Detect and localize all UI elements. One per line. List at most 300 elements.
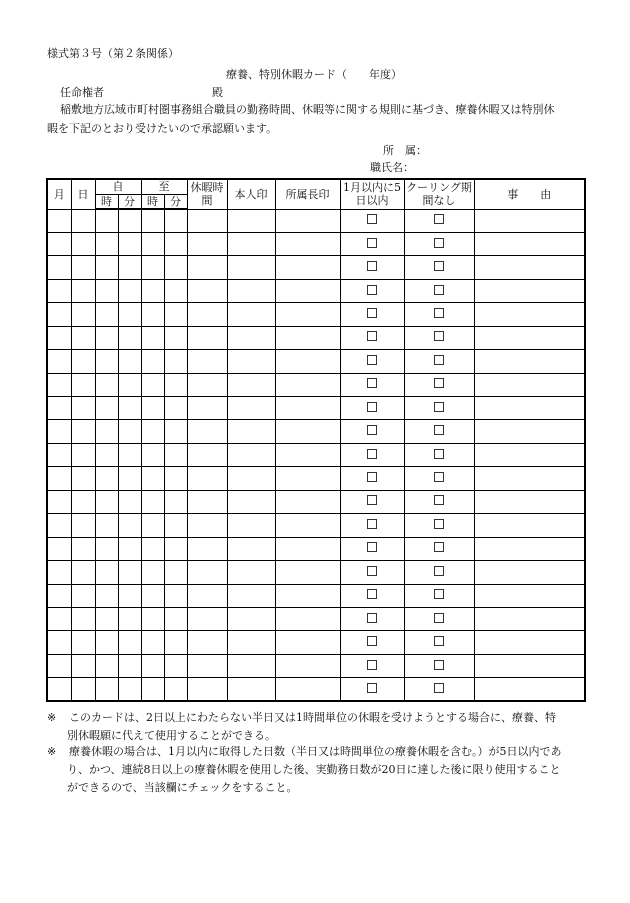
month-cell[interactable] xyxy=(47,584,71,607)
table-row xyxy=(47,607,585,630)
to-minute-cell[interactable] xyxy=(164,514,187,537)
reason-cell[interactable] xyxy=(474,631,585,654)
personal-seal-cell[interactable] xyxy=(227,303,275,326)
month-cell[interactable] xyxy=(47,256,71,279)
reason-header: 事 由 xyxy=(474,179,585,209)
from-hour-cell[interactable] xyxy=(95,373,118,396)
personal-seal-cell[interactable] xyxy=(227,490,275,513)
supervisor-seal-cell[interactable] xyxy=(275,420,340,443)
leave-time-cell[interactable] xyxy=(187,279,227,302)
no-cooling-checkbox[interactable] xyxy=(434,636,444,646)
leave-time-header: 休暇時間 xyxy=(187,179,227,209)
table-row xyxy=(47,443,585,466)
day-cell[interactable] xyxy=(71,537,95,560)
month-cell[interactable] xyxy=(47,420,71,443)
leave-time-cell[interactable] xyxy=(187,232,227,255)
to-minute-header: 分 xyxy=(164,194,187,209)
month-cell[interactable] xyxy=(47,631,71,654)
from-minute-cell[interactable] xyxy=(118,209,141,232)
leave-time-cell[interactable] xyxy=(187,373,227,396)
no-cooling-checkbox[interactable] xyxy=(434,378,444,388)
appointing-authority-label: 任命権者 xyxy=(60,86,104,99)
reason-cell[interactable] xyxy=(474,467,585,490)
from-minute-cell[interactable] xyxy=(118,420,141,443)
to-hour-cell[interactable] xyxy=(141,561,164,584)
personal-seal-cell[interactable] xyxy=(227,373,275,396)
to-minute-cell[interactable] xyxy=(164,420,187,443)
month-cell[interactable] xyxy=(47,373,71,396)
reason-cell[interactable] xyxy=(474,443,585,466)
to-minute-cell[interactable] xyxy=(164,631,187,654)
from-minute-cell[interactable] xyxy=(118,678,141,701)
day-cell[interactable] xyxy=(71,397,95,420)
month-cell[interactable] xyxy=(47,232,71,255)
leave-time-cell[interactable] xyxy=(187,420,227,443)
supervisor-seal-cell[interactable] xyxy=(275,397,340,420)
reason-cell[interactable] xyxy=(474,279,585,302)
no-cooling-checkbox[interactable] xyxy=(434,425,444,435)
day-cell[interactable] xyxy=(71,373,95,396)
within-month-checkbox[interactable] xyxy=(367,542,377,552)
personal-seal-cell[interactable] xyxy=(227,584,275,607)
leave-time-cell[interactable] xyxy=(187,561,227,584)
leave-time-cell[interactable] xyxy=(187,490,227,513)
reason-cell[interactable] xyxy=(474,678,585,701)
to-minute-cell[interactable] xyxy=(164,303,187,326)
from-minute-cell[interactable] xyxy=(118,326,141,349)
from-hour-cell[interactable] xyxy=(95,443,118,466)
within-month-checkbox[interactable] xyxy=(367,472,377,482)
from-hour-cell[interactable] xyxy=(95,514,118,537)
from-hour-cell[interactable] xyxy=(95,420,118,443)
leave-time-cell[interactable] xyxy=(187,607,227,630)
leave-time-cell[interactable] xyxy=(187,350,227,373)
to-minute-cell[interactable] xyxy=(164,490,187,513)
note-2-line3: ができるので、当該欄にチェックをすること。 xyxy=(67,781,298,794)
supervisor-seal-cell[interactable] xyxy=(275,490,340,513)
from-hour-cell[interactable] xyxy=(95,607,118,630)
supervisor-seal-cell[interactable] xyxy=(275,537,340,560)
month-cell[interactable] xyxy=(47,607,71,630)
to-hour-cell[interactable] xyxy=(141,397,164,420)
supervisor-seal-cell[interactable] xyxy=(275,631,340,654)
within-month-cell xyxy=(340,654,404,677)
from-hour-cell[interactable] xyxy=(95,279,118,302)
supervisor-seal-cell[interactable] xyxy=(275,232,340,255)
to-minute-cell[interactable] xyxy=(164,607,187,630)
reason-cell[interactable] xyxy=(474,373,585,396)
from-header: 自 xyxy=(95,179,141,194)
no-cooling-cell xyxy=(404,326,474,349)
no-cooling-cell xyxy=(404,467,474,490)
to-header: 至 xyxy=(141,179,187,194)
no-cooling-checkbox[interactable] xyxy=(434,566,444,576)
no-cooling-checkbox[interactable] xyxy=(434,449,444,459)
to-minute-cell[interactable] xyxy=(164,209,187,232)
to-hour-cell[interactable] xyxy=(141,584,164,607)
day-cell[interactable] xyxy=(71,631,95,654)
to-minute-cell[interactable] xyxy=(164,326,187,349)
supervisor-seal-cell[interactable] xyxy=(275,443,340,466)
supervisor-seal-header: 所属長印 xyxy=(275,179,340,209)
supervisor-seal-cell[interactable] xyxy=(275,373,340,396)
supervisor-seal-cell[interactable] xyxy=(275,584,340,607)
supervisor-seal-cell[interactable] xyxy=(275,607,340,630)
to-minute-cell[interactable] xyxy=(164,279,187,302)
table-row xyxy=(47,467,585,490)
reason-cell[interactable] xyxy=(474,303,585,326)
supervisor-seal-cell[interactable] xyxy=(275,279,340,302)
personal-seal-cell[interactable] xyxy=(227,561,275,584)
month-cell[interactable] xyxy=(47,561,71,584)
card-title: 療養、特別休暇カード（ 年度） xyxy=(226,68,402,81)
from-hour-cell[interactable] xyxy=(95,303,118,326)
reason-cell[interactable] xyxy=(474,654,585,677)
to-hour-cell[interactable] xyxy=(141,490,164,513)
no-cooling-checkbox[interactable] xyxy=(434,308,444,318)
to-minute-cell[interactable] xyxy=(164,373,187,396)
note-mark: ※ xyxy=(47,745,57,758)
supervisor-seal-cell[interactable] xyxy=(275,256,340,279)
personal-seal-cell[interactable] xyxy=(227,420,275,443)
personal-seal-cell[interactable] xyxy=(227,326,275,349)
month-cell[interactable] xyxy=(47,678,71,701)
supervisor-seal-cell[interactable] xyxy=(275,326,340,349)
reason-cell[interactable] xyxy=(474,350,585,373)
day-cell[interactable] xyxy=(71,584,95,607)
within-month-checkbox[interactable] xyxy=(367,495,377,505)
to-hour-cell[interactable] xyxy=(141,350,164,373)
within-month-checkbox[interactable] xyxy=(367,660,377,670)
from-hour-cell[interactable] xyxy=(95,678,118,701)
within-month-cell xyxy=(340,490,404,513)
from-minute-cell[interactable] xyxy=(118,279,141,302)
within-month-cell xyxy=(340,303,404,326)
leave-time-cell[interactable] xyxy=(187,537,227,560)
to-hour-cell[interactable] xyxy=(141,209,164,232)
from-hour-cell[interactable] xyxy=(95,561,118,584)
leave-time-cell[interactable] xyxy=(187,256,227,279)
from-hour-cell[interactable] xyxy=(95,256,118,279)
leave-time-cell[interactable] xyxy=(187,584,227,607)
no-cooling-cell xyxy=(404,490,474,513)
personal-seal-cell[interactable] xyxy=(227,232,275,255)
from-minute-cell[interactable] xyxy=(118,584,141,607)
no-cooling-checkbox[interactable] xyxy=(434,542,444,552)
within-month-checkbox[interactable] xyxy=(367,214,377,224)
reason-cell[interactable] xyxy=(474,490,585,513)
month-cell[interactable] xyxy=(47,397,71,420)
to-hour-cell[interactable] xyxy=(141,443,164,466)
table-row xyxy=(47,397,585,420)
from-hour-cell[interactable] xyxy=(95,654,118,677)
from-minute-cell[interactable] xyxy=(118,607,141,630)
from-minute-cell[interactable] xyxy=(118,232,141,255)
to-minute-cell[interactable] xyxy=(164,537,187,560)
no-cooling-checkbox[interactable] xyxy=(434,519,444,529)
reason-cell[interactable] xyxy=(474,256,585,279)
from-minute-cell[interactable] xyxy=(118,561,141,584)
no-cooling-checkbox[interactable] xyxy=(434,589,444,599)
personal-seal-cell[interactable] xyxy=(227,537,275,560)
within-month-checkbox[interactable] xyxy=(367,285,377,295)
affiliation-label: 所 属： xyxy=(383,144,427,157)
from-minute-cell[interactable] xyxy=(118,397,141,420)
no-cooling-checkbox[interactable] xyxy=(434,402,444,412)
within-month-cell xyxy=(340,326,404,349)
from-hour-cell[interactable] xyxy=(95,209,118,232)
no-cooling-cell xyxy=(404,232,474,255)
day-cell[interactable] xyxy=(71,467,95,490)
within-month-checkbox[interactable] xyxy=(367,449,377,459)
within-month-cell xyxy=(340,514,404,537)
leave-time-cell[interactable] xyxy=(187,467,227,490)
personal-seal-cell[interactable] xyxy=(227,256,275,279)
from-hour-cell[interactable] xyxy=(95,232,118,255)
day-cell[interactable] xyxy=(71,209,95,232)
from-hour-cell[interactable] xyxy=(95,467,118,490)
to-hour-cell[interactable] xyxy=(141,607,164,630)
within-month-checkbox[interactable] xyxy=(367,519,377,529)
from-minute-cell[interactable] xyxy=(118,490,141,513)
supervisor-seal-cell[interactable] xyxy=(275,303,340,326)
personal-seal-cell[interactable] xyxy=(227,654,275,677)
from-minute-cell[interactable] xyxy=(118,443,141,466)
no-cooling-checkbox[interactable] xyxy=(434,472,444,482)
from-hour-cell[interactable] xyxy=(95,490,118,513)
from-hour-cell[interactable] xyxy=(95,584,118,607)
leave-time-cell[interactable] xyxy=(187,514,227,537)
no-cooling-checkbox[interactable] xyxy=(434,238,444,248)
request-text-line2: 暇を下記のとおり受けたいので承認願います。 xyxy=(47,122,278,135)
table-row xyxy=(47,654,585,677)
table-row xyxy=(47,631,585,654)
to-hour-cell[interactable] xyxy=(141,631,164,654)
within-month-header: 1月以内に5日以内 xyxy=(340,179,404,209)
table-row xyxy=(47,584,585,607)
month-cell[interactable] xyxy=(47,443,71,466)
to-hour-cell[interactable] xyxy=(141,256,164,279)
personal-seal-header: 本人印 xyxy=(227,179,275,209)
from-minute-cell[interactable] xyxy=(118,350,141,373)
reason-cell[interactable] xyxy=(474,561,585,584)
leave-time-cell[interactable] xyxy=(187,209,227,232)
day-cell[interactable] xyxy=(71,279,95,302)
reason-cell[interactable] xyxy=(474,607,585,630)
from-minute-cell[interactable] xyxy=(118,373,141,396)
within-month-checkbox[interactable] xyxy=(367,355,377,365)
reason-cell[interactable] xyxy=(474,232,585,255)
day-cell[interactable] xyxy=(71,678,95,701)
to-hour-cell[interactable] xyxy=(141,514,164,537)
personal-seal-cell[interactable] xyxy=(227,397,275,420)
month-cell[interactable] xyxy=(47,209,71,232)
month-cell[interactable] xyxy=(47,303,71,326)
no-cooling-checkbox[interactable] xyxy=(434,355,444,365)
no-cooling-cell xyxy=(404,373,474,396)
within-month-cell xyxy=(340,420,404,443)
no-cooling-checkbox[interactable] xyxy=(434,613,444,623)
no-cooling-checkbox[interactable] xyxy=(434,683,444,693)
leave-time-cell[interactable] xyxy=(187,397,227,420)
no-cooling-cell xyxy=(404,678,474,701)
month-cell[interactable] xyxy=(47,326,71,349)
month-cell[interactable] xyxy=(47,350,71,373)
to-hour-cell[interactable] xyxy=(141,678,164,701)
within-month-cell xyxy=(340,350,404,373)
table-row xyxy=(47,561,585,584)
to-minute-cell[interactable] xyxy=(164,350,187,373)
supervisor-seal-cell[interactable] xyxy=(275,678,340,701)
from-minute-cell[interactable] xyxy=(118,514,141,537)
reason-cell[interactable] xyxy=(474,537,585,560)
to-hour-cell[interactable] xyxy=(141,303,164,326)
to-minute-cell[interactable] xyxy=(164,561,187,584)
within-month-cell xyxy=(340,209,404,232)
within-month-checkbox[interactable] xyxy=(367,589,377,599)
reason-cell[interactable] xyxy=(474,326,585,349)
reason-cell[interactable] xyxy=(474,209,585,232)
no-cooling-period-header: クーリング期間なし xyxy=(404,179,474,209)
leave-record-table xyxy=(46,178,586,702)
month-cell[interactable] xyxy=(47,514,71,537)
leave-time-cell[interactable] xyxy=(187,326,227,349)
within-month-checkbox[interactable] xyxy=(367,613,377,623)
day-cell[interactable] xyxy=(71,607,95,630)
personal-seal-cell[interactable] xyxy=(227,443,275,466)
no-cooling-checkbox[interactable] xyxy=(434,660,444,670)
day-cell[interactable] xyxy=(71,490,95,513)
to-hour-cell[interactable] xyxy=(141,654,164,677)
to-hour-cell[interactable] xyxy=(141,373,164,396)
from-hour-cell[interactable] xyxy=(95,397,118,420)
leave-time-cell[interactable] xyxy=(187,631,227,654)
no-cooling-cell xyxy=(404,397,474,420)
day-cell[interactable] xyxy=(71,303,95,326)
to-hour-cell[interactable] xyxy=(141,537,164,560)
supervisor-seal-cell[interactable] xyxy=(275,514,340,537)
within-month-checkbox[interactable] xyxy=(367,261,377,271)
month-cell[interactable] xyxy=(47,654,71,677)
table-row xyxy=(47,373,585,396)
table-row xyxy=(47,232,585,255)
to-minute-cell[interactable] xyxy=(164,256,187,279)
leave-time-cell[interactable] xyxy=(187,303,227,326)
leave-time-cell[interactable] xyxy=(187,443,227,466)
personal-seal-cell[interactable] xyxy=(227,514,275,537)
supervisor-seal-cell[interactable] xyxy=(275,209,340,232)
no-cooling-checkbox[interactable] xyxy=(434,261,444,271)
leave-time-cell[interactable] xyxy=(187,678,227,701)
supervisor-seal-cell[interactable] xyxy=(275,561,340,584)
to-minute-cell[interactable] xyxy=(164,584,187,607)
month-cell[interactable] xyxy=(47,467,71,490)
to-minute-cell[interactable] xyxy=(164,467,187,490)
personal-seal-cell[interactable] xyxy=(227,279,275,302)
supervisor-seal-cell[interactable] xyxy=(275,467,340,490)
month-cell[interactable] xyxy=(47,537,71,560)
within-month-checkbox[interactable] xyxy=(367,402,377,412)
reason-cell[interactable] xyxy=(474,397,585,420)
day-cell[interactable] xyxy=(71,326,95,349)
day-cell[interactable] xyxy=(71,420,95,443)
to-hour-cell[interactable] xyxy=(141,326,164,349)
no-cooling-checkbox[interactable] xyxy=(434,495,444,505)
from-hour-cell[interactable] xyxy=(95,326,118,349)
day-cell[interactable] xyxy=(71,561,95,584)
within-month-cell xyxy=(340,232,404,255)
to-hour-cell[interactable] xyxy=(141,279,164,302)
from-minute-cell[interactable] xyxy=(118,654,141,677)
from-minute-cell[interactable] xyxy=(118,537,141,560)
day-cell[interactable] xyxy=(71,256,95,279)
personal-seal-cell[interactable] xyxy=(227,631,275,654)
within-month-checkbox[interactable] xyxy=(367,636,377,646)
supervisor-seal-cell[interactable] xyxy=(275,350,340,373)
reason-cell[interactable] xyxy=(474,514,585,537)
to-hour-cell[interactable] xyxy=(141,467,164,490)
within-month-cell xyxy=(340,631,404,654)
within-month-checkbox[interactable] xyxy=(367,566,377,576)
no-cooling-checkbox[interactable] xyxy=(434,214,444,224)
note-1 xyxy=(47,709,592,745)
within-month-checkbox[interactable] xyxy=(367,425,377,435)
personal-seal-cell[interactable] xyxy=(227,607,275,630)
from-hour-cell[interactable] xyxy=(95,631,118,654)
to-hour-cell[interactable] xyxy=(141,232,164,255)
no-cooling-checkbox[interactable] xyxy=(434,285,444,295)
no-cooling-checkbox[interactable] xyxy=(434,331,444,341)
personal-seal-cell[interactable] xyxy=(227,350,275,373)
within-month-checkbox[interactable] xyxy=(367,308,377,318)
from-minute-cell[interactable] xyxy=(118,303,141,326)
from-hour-cell[interactable] xyxy=(95,537,118,560)
month-cell[interactable] xyxy=(47,279,71,302)
personal-seal-cell[interactable] xyxy=(227,209,275,232)
from-hour-header: 時 xyxy=(95,194,118,209)
to-minute-cell[interactable] xyxy=(164,232,187,255)
reason-cell[interactable] xyxy=(474,420,585,443)
reason-cell[interactable] xyxy=(474,584,585,607)
leave-time-cell[interactable] xyxy=(187,654,227,677)
within-month-checkbox[interactable] xyxy=(367,378,377,388)
within-month-checkbox[interactable] xyxy=(367,331,377,341)
to-hour-cell[interactable] xyxy=(141,420,164,443)
within-month-cell xyxy=(340,397,404,420)
day-cell[interactable] xyxy=(71,654,95,677)
to-minute-cell[interactable] xyxy=(164,443,187,466)
to-minute-cell[interactable] xyxy=(164,654,187,677)
day-cell[interactable] xyxy=(71,514,95,537)
day-cell[interactable] xyxy=(71,350,95,373)
personal-seal-cell[interactable] xyxy=(227,467,275,490)
from-hour-cell[interactable] xyxy=(95,350,118,373)
within-month-checkbox[interactable] xyxy=(367,683,377,693)
from-minute-cell[interactable] xyxy=(118,256,141,279)
personal-seal-cell[interactable] xyxy=(227,678,275,701)
within-month-checkbox[interactable] xyxy=(367,238,377,248)
to-minute-cell[interactable] xyxy=(164,397,187,420)
from-minute-cell[interactable] xyxy=(118,467,141,490)
day-cell[interactable] xyxy=(71,232,95,255)
to-minute-cell[interactable] xyxy=(164,678,187,701)
table-row xyxy=(47,209,585,232)
month-cell[interactable] xyxy=(47,490,71,513)
within-month-cell xyxy=(340,537,404,560)
day-cell[interactable] xyxy=(71,443,95,466)
supervisor-seal-cell[interactable] xyxy=(275,654,340,677)
from-minute-cell[interactable] xyxy=(118,631,141,654)
